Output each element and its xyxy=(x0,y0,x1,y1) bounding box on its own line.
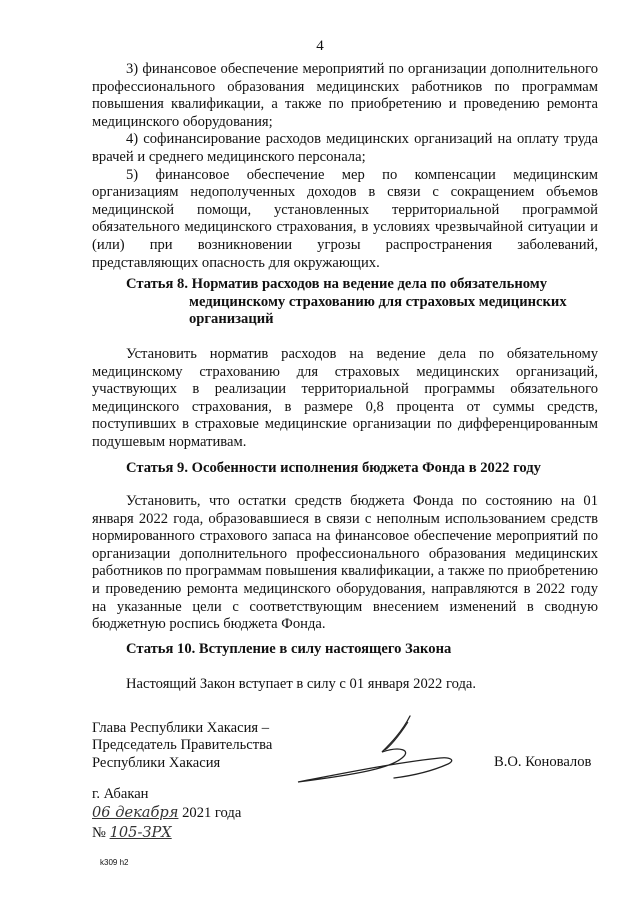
date-year: 2021 года xyxy=(182,805,242,821)
place-of-signing: г. Абакан xyxy=(92,786,149,802)
signatory-title xyxy=(92,720,272,772)
article-10-body: Настоящий Закон вступает в силу с 01 января 2022 года. xyxy=(126,676,477,692)
number-prefix: № xyxy=(92,825,106,841)
list-item: 4) софинансирование расходов медицинских организаций на оплату труда врачей и среднего медицинского персонала; xyxy=(92,131,598,165)
article-heading: Статья 9. Особенности исполнения бюджета Фонда в 2022 году xyxy=(126,460,541,476)
footer-code: k309 h2 xyxy=(100,858,129,867)
handwritten-signature xyxy=(290,712,490,792)
page-number: 4 xyxy=(316,38,324,54)
signatory-line: Председатель Правительства xyxy=(92,737,273,754)
article-heading: Статья 10. Вступление в силу настоящего Закона xyxy=(126,641,452,657)
article-8-body xyxy=(92,346,598,452)
article-10-title xyxy=(92,641,598,659)
article-9-body xyxy=(92,493,598,634)
article-heading: Статья 8. Норматив расходов на ведение дела по обязательному медицинскому страхованию для страховых медицинских организаций xyxy=(126,276,567,328)
signatory-line: Глава Республики Хакасия – xyxy=(92,720,270,736)
list-items-block xyxy=(92,61,598,272)
article-9-title xyxy=(92,460,598,478)
law-number xyxy=(92,824,172,842)
handwritten-date: 06 декабря xyxy=(92,804,179,821)
handwritten-number: 105-ЗРХ xyxy=(109,824,172,841)
article-paragraph: Установить норматив расходов на ведение дела по обязательному медицинскому страхованию для страховых медицинских организаций, участвующих в реализации территориальной программы обязательного медицинского страхования, в размере 0,8 процента от суммы средств, поступивших в страховые медицинские организации по дифференцированным подушевым нормативам. xyxy=(92,346,598,450)
signing-date xyxy=(92,804,241,822)
article-paragraph: Установить, что остатки средств бюджета Фонда по состоянию на 01 января 2022 года, образовавшиеся в связи с неполным использованием средств нормированного страхового запаса на финансовое обеспечение мероприятий по организации дополнительного профессионального образования медицинских работников по программам повышения квалификации, а также по приобретению и проведению ремонта медицинского оборудования, направляются в 2022 году на указанные цели с соответствующим внесением изменений в сводную бюджетную роспись бюджета Фонда. xyxy=(92,493,598,633)
article-8-title xyxy=(92,276,598,329)
signatory-name: В.О. Коновалов xyxy=(494,754,592,770)
signatory-line: Республики Хакасия xyxy=(92,754,221,771)
list-item: 3) финансовое обеспечение мероприятий по организации дополнительного профессионального образования медицинских работников по программам повышения квалификации, а также по приобретению и проведению ремонта медицинского оборудования; xyxy=(92,61,598,130)
list-item: 5) финансовое обеспечение мер по компенсации медицинским организациям недополученных доходов в связи с сокращением объемов медицинской помощи, установленных территориальной программой обязательного медицинского страхования, в условиях чрезвычайной ситуации и (или) при возникновении угрозы распространения заболеваний, представляющих опасность для окружающих. xyxy=(92,166,598,271)
